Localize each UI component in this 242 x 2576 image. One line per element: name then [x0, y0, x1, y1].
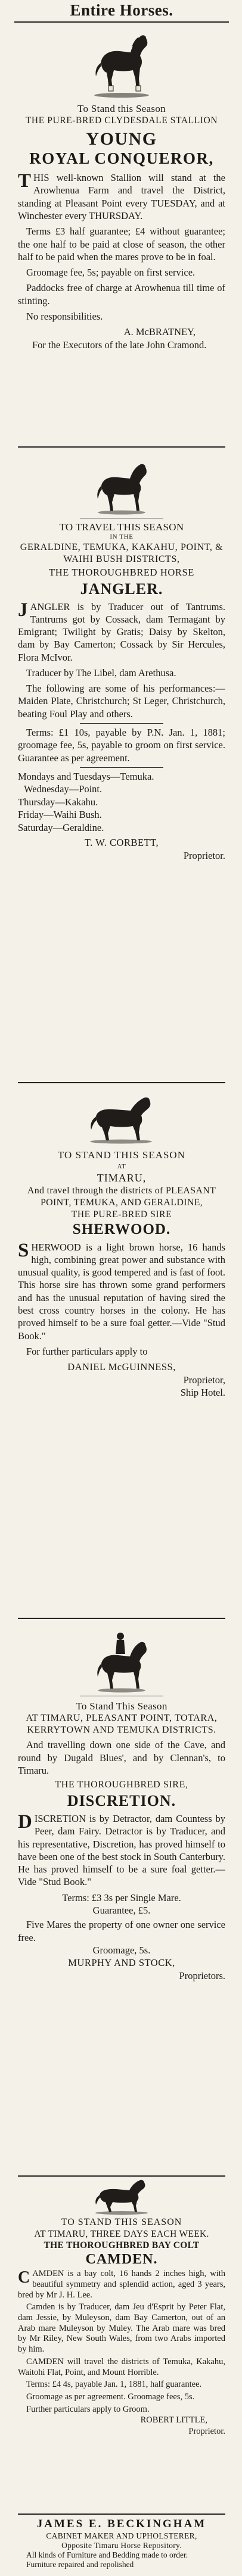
- signature-name: DANIEL McGUINNESS,: [67, 1361, 176, 1373]
- horse-name: SHERWOOD.: [72, 1221, 171, 1237]
- advert-camden: [18, 2178, 225, 2547]
- ad-groomage: Groomage, 5s.: [92, 1944, 151, 1956]
- schedule-day: Wednesday—Point.: [24, 783, 103, 795]
- drop-cap: T: [18, 170, 32, 192]
- horse-name-line1: YOUNG: [86, 129, 157, 149]
- ad-guarantee: Guarantee, £5.: [92, 1904, 151, 1916]
- travel-schedule: [18, 770, 225, 834]
- divider: [18, 2175, 225, 2177]
- ad-paragraph: AMDEN is a bay colt, 16 hands 2 inches high, with beautiful symmetry and splendid action, aged 3 years, bred by Mr J. H. Lee.: [18, 2269, 225, 2300]
- ad-terms: Terms: £3 3s per Single Mare.: [62, 1892, 181, 1903]
- ad-at: AT: [117, 1163, 126, 1171]
- ad-paragraph: HERWOOD is a light brown horse, 16 hands high, combining great power and substance with unusual quality, is good tempered and is fast of foot. This horse sire has thrown some grand performers and has the unusual reputation of having sired the best cross country horses in the colony. He has proved himself to be a sure foal getter.—Vide "Stud Book.": [18, 1241, 225, 1342]
- signature-role: Proprietor.: [188, 2427, 225, 2437]
- section-heading: Entire Horses.: [14, 0, 229, 23]
- schedule-day: Mondays and Tuesdays—Temuka.: [18, 770, 154, 782]
- ad-subtitle: THE PURE-BRED CLYDESDALE STALLION: [25, 115, 218, 126]
- ad-districts: And travel through the districts of PLEASANT POINT, TEMUKA, AND GERALDINE,: [27, 1185, 216, 1208]
- ad-route: And travelling down one side of the Cave, and round by Dugald Blues', and by Clennan's, to Timaru.: [18, 1739, 225, 1776]
- short-rule: [80, 767, 163, 768]
- ad-paragraph: All kinds of Furniture and Bedding made to order.: [26, 2550, 188, 2560]
- ad-paragraph: Groomage as per agreement. Groomage fees, 5s.: [26, 2391, 195, 2402]
- short-rule: [80, 723, 163, 724]
- ad-paragraph: Furniture repaired and repolished: [26, 2560, 134, 2569]
- ad-body: [18, 171, 225, 323]
- clydesdale-horse-icon: [89, 29, 154, 99]
- ad-body: [18, 1812, 225, 1889]
- ad-intro: TO TRAVEL THIS SEASON: [59, 521, 184, 533]
- horse-name-line2: ROYAL CONQUEROR,: [29, 149, 214, 168]
- schedule-day: Thursday—Kakahu.: [18, 796, 98, 808]
- ad-paragraph: Paddocks free of charge at Arowhenua till time of stinting.: [18, 282, 225, 307]
- ad-subtitle: THE THOROUGHBRED HORSE: [49, 567, 194, 578]
- advert-jangler: [18, 458, 225, 1077]
- divider: [18, 2514, 225, 2515]
- ad-districts: GERALDINE, TEMUKA, KAKAHU, POINT, & WAIHI BUSH DISTRICTS,: [20, 542, 224, 564]
- advert-sherwood: [18, 1094, 225, 1618]
- ad-schedule: AT TIMARU, THREE DAYS EACH WEEK.: [34, 2229, 209, 2239]
- ad-subtitle: THE PURE-BRED SIRE: [71, 1209, 172, 1220]
- horse-name: JANGLER.: [80, 580, 163, 598]
- ad-paragraph: Traducer by The Libel, dam Arethusa.: [26, 667, 176, 679]
- advert-beckingham: [18, 2518, 225, 2575]
- horse-illustration: [18, 2178, 225, 2215]
- ad-paragraph: ANGLER is by Traducer out of Tantrums. Tantrums got by Cossack, dam Termagant by Emigrant; Twilight by Gratis; Daisy by Skelton, dam by Bay Camerton; Cossack by Sir Hercules, Flora McIvor.: [18, 601, 225, 663]
- signature-role: Proprietors.: [179, 1969, 225, 1981]
- ad-paragraph: Five Mares the property of one owner one service free.: [18, 1919, 225, 1943]
- divider: [18, 1082, 225, 1083]
- ad-paragraph: Further particulars apply to Groom.: [26, 2404, 150, 2414]
- horse-illustration: [18, 458, 225, 515]
- ad-districts: AT TIMARU, PLEASANT POINT, TOTARA, KERRYTOWN AND TEMUKA DISTRICTS.: [26, 1713, 218, 1736]
- advert-young-royal-conqueror: [18, 29, 225, 439]
- signature-name: ROBERT LITTLE,: [140, 2415, 207, 2425]
- schedule-day: Friday—Waihi Bush.: [18, 809, 102, 821]
- ad-paragraph: HIS well-known Stallion will stand at the Arowhenua Farm and travel the District, standing at Pleasant Point every TUESDAY, and at Winchester every THURSDAY.: [18, 172, 225, 222]
- schedule-day: Saturday—Geraldine.: [18, 821, 104, 833]
- signature-name: MURPHY AND STOCK,: [68, 1957, 175, 1969]
- ad-intro: TO STAND THIS SEASON: [61, 2217, 182, 2227]
- signature-role: For the Executors of the late John Cramond.: [32, 339, 207, 351]
- signature-place: Ship Hotel.: [180, 1387, 225, 1399]
- signature-name: T. W. CORBETT,: [84, 837, 159, 849]
- drop-cap: S: [18, 1239, 29, 1261]
- business-trade: CABINET MAKER AND UPHOLSTERER,: [46, 2531, 197, 2540]
- drop-cap: J: [18, 599, 28, 621]
- ad-paragraph: Terms: £1 10s, payable by P.N. Jan. 1, 1881; groomage fee, 5s, payable to groom on first service. Guarantee as per agreement.: [18, 727, 225, 764]
- signature-role: Proprietor,: [183, 1374, 225, 1386]
- advert-discretion: [18, 1628, 225, 2259]
- ad-paragraph: CAMDEN will travel the districts of Temuka, Kakahu, Waitohi Flat, Point, and Mount Horrible.: [18, 2356, 225, 2377]
- ad-paragraph: Groomage fee, 5s; payable on first service.: [26, 267, 196, 279]
- ad-paragraph: Terms £3 half guarantee; £4 without guarantee; the one half to be paid at close of season, the other half to be paid when the mares prove to be in foal.: [18, 226, 225, 262]
- horse-illustration: [18, 1628, 225, 1693]
- drop-cap: D: [18, 1811, 32, 1833]
- horse-name: CAMDEN.: [85, 2251, 158, 2267]
- ad-body: [18, 601, 225, 764]
- ad-subtitle: THE THOROUGHBRED BAY COLT: [44, 2240, 200, 2251]
- ad-in-the: IN THE: [110, 533, 134, 541]
- ad-body: [18, 2269, 225, 2415]
- ad-paragraph: For further particulars apply to: [26, 1345, 148, 1357]
- ad-paragraph: Camden is by Traducer, dam Jeu d'Esprit by Peter Flat, dam Jessie, by Muleyson, dam Bay Camerton, out of an Arab mare Muleyson by Muley. The Arab mare was bred by Mr Riley, New South Wales, from two Arabs imported by him.: [18, 2302, 225, 2355]
- horse-illustration: [18, 1094, 225, 1144]
- divider: [18, 446, 225, 448]
- signature-role: Proprietor.: [183, 849, 225, 861]
- business-name: JAMES E. BECKINGHAM: [36, 2518, 207, 2530]
- ad-paragraph: The following are some of his performances:—Maiden Plate, Christchurch; St Leger, Christchurch, beating Foul Play and others.: [18, 683, 225, 720]
- signature-name: A. McBRATNEY,: [123, 326, 196, 338]
- ad-intro: To Stand This Season: [76, 1700, 167, 1712]
- ad-paragraph: ISCRETION is by Detractor, dam Countess by Peer, dam Fairy. Detractor is by Traducer, and his representative, Discretion, has proved himself to have been one of the best stock in South Canterbury. He has proved himself to be a sure foal getter.—Vide "Stud Book.": [18, 1812, 225, 1888]
- ad-intro: To Stand this Season: [77, 103, 166, 114]
- business-location: Opposite Timaru Horse Repository.: [61, 2540, 182, 2550]
- bay-colt-icon: [89, 2178, 154, 2215]
- horse-illustration: [18, 29, 225, 99]
- thoroughbred-horse-icon: [83, 1094, 160, 1144]
- horse-with-rider-icon: [91, 1628, 153, 1693]
- horse-name: DISCRETION.: [67, 1792, 176, 1810]
- ad-intro: TO STAND THIS SEASON: [57, 1149, 185, 1161]
- racehorse-icon: [91, 458, 153, 515]
- ad-paragraph: No responsibilities.: [26, 310, 103, 322]
- ad-body: [18, 1241, 225, 1358]
- drop-cap: C: [18, 2268, 30, 2287]
- ad-subtitle: THE THOROUGHBRED SIRE,: [55, 1780, 188, 1790]
- divider: [18, 1618, 225, 1619]
- ad-paragraph: Terms: £4 4s, payable Jan. 1, 1881, half guarantee.: [26, 2380, 202, 2390]
- ad-town: TIMARU,: [97, 1172, 147, 1184]
